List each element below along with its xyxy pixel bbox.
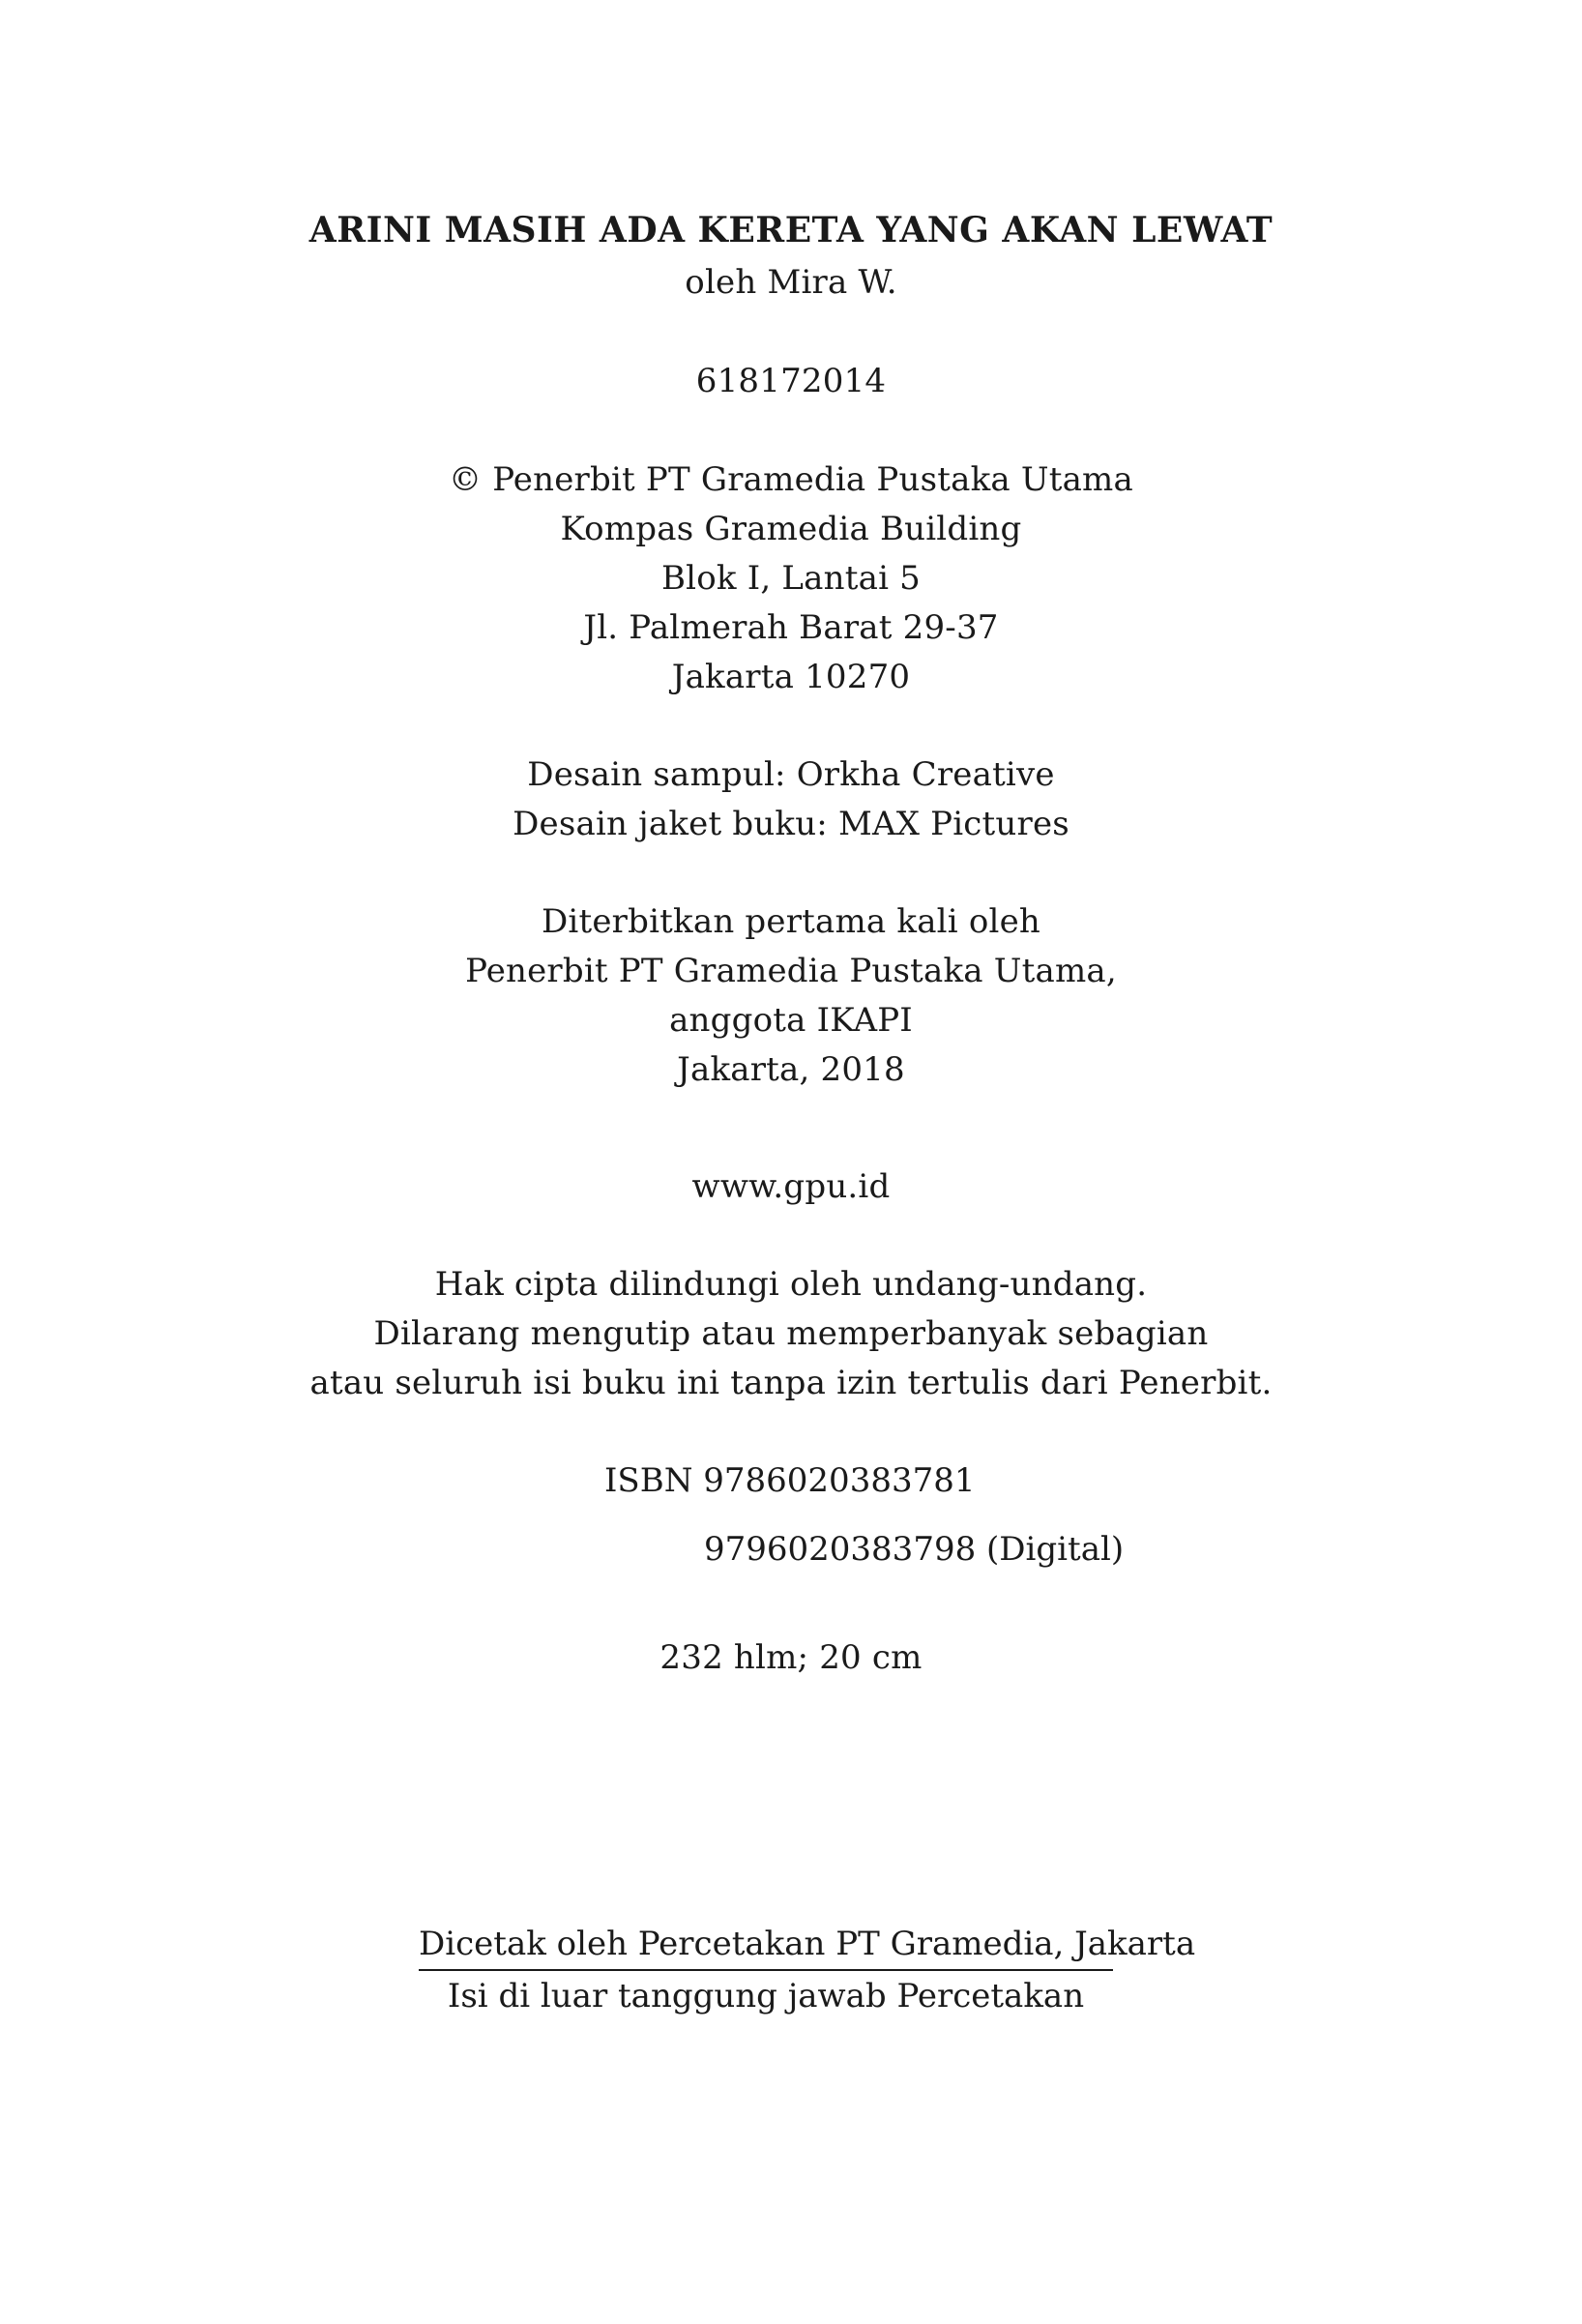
publisher-street: Jl. Palmerah Barat 29-37	[583, 608, 999, 647]
first-publication-line-3: anggota IKAPI	[669, 1001, 913, 1040]
physical-description: 232 hlm; 20 cm	[659, 1638, 923, 1677]
author-line: oleh Mira W.	[685, 263, 897, 302]
book-code: 618172014	[695, 362, 887, 400]
copyright-publisher: © Penerbit PT Gramedia Pustaka Utama	[449, 460, 1133, 499]
first-publication-line-2: Penerbit PT Gramedia Pustaka Utama,	[465, 952, 1117, 990]
isbn-print: ISBN 9786020383781	[604, 1461, 976, 1500]
isbn-digital: 9796020383798 (Digital)	[704, 1530, 1125, 1569]
printer-disclaimer: Isi di luar tanggung jawab Percetakan	[447, 1977, 1085, 2015]
jacket-design-credit: Desain jaket buku: MAX Pictures	[513, 805, 1069, 843]
publisher-building: Kompas Gramedia Building	[560, 510, 1022, 548]
book-title: ARINI MASIH ADA KERETA YANG AKAN LEWAT	[308, 210, 1274, 250]
rights-line-1: Hak cipta dilindungi oleh undang-undang.	[434, 1265, 1148, 1304]
first-publication-line-1: Diterbitkan pertama kali oleh	[541, 902, 1041, 941]
publisher-city: Jakarta 10270	[671, 658, 911, 696]
first-publication-line-4: Jakarta, 2018	[677, 1050, 905, 1089]
rights-line-3: atau seluruh isi buku ini tanpa izin tertulis dari Penerbit.	[309, 1364, 1273, 1402]
printer-block	[419, 1925, 1196, 2015]
publisher-floor: Blok I, Lantai 5	[661, 559, 921, 598]
rights-line-2: Dilarang mengutip atau memperbanyak sebagian	[373, 1314, 1209, 1353]
cover-design-credit: Desain sampul: Orkha Creative	[527, 755, 1055, 794]
printed-by: Dicetak oleh Percetakan PT Gramedia, Jakarta	[419, 1925, 1113, 1971]
publisher-website: www.gpu.id	[691, 1167, 891, 1206]
